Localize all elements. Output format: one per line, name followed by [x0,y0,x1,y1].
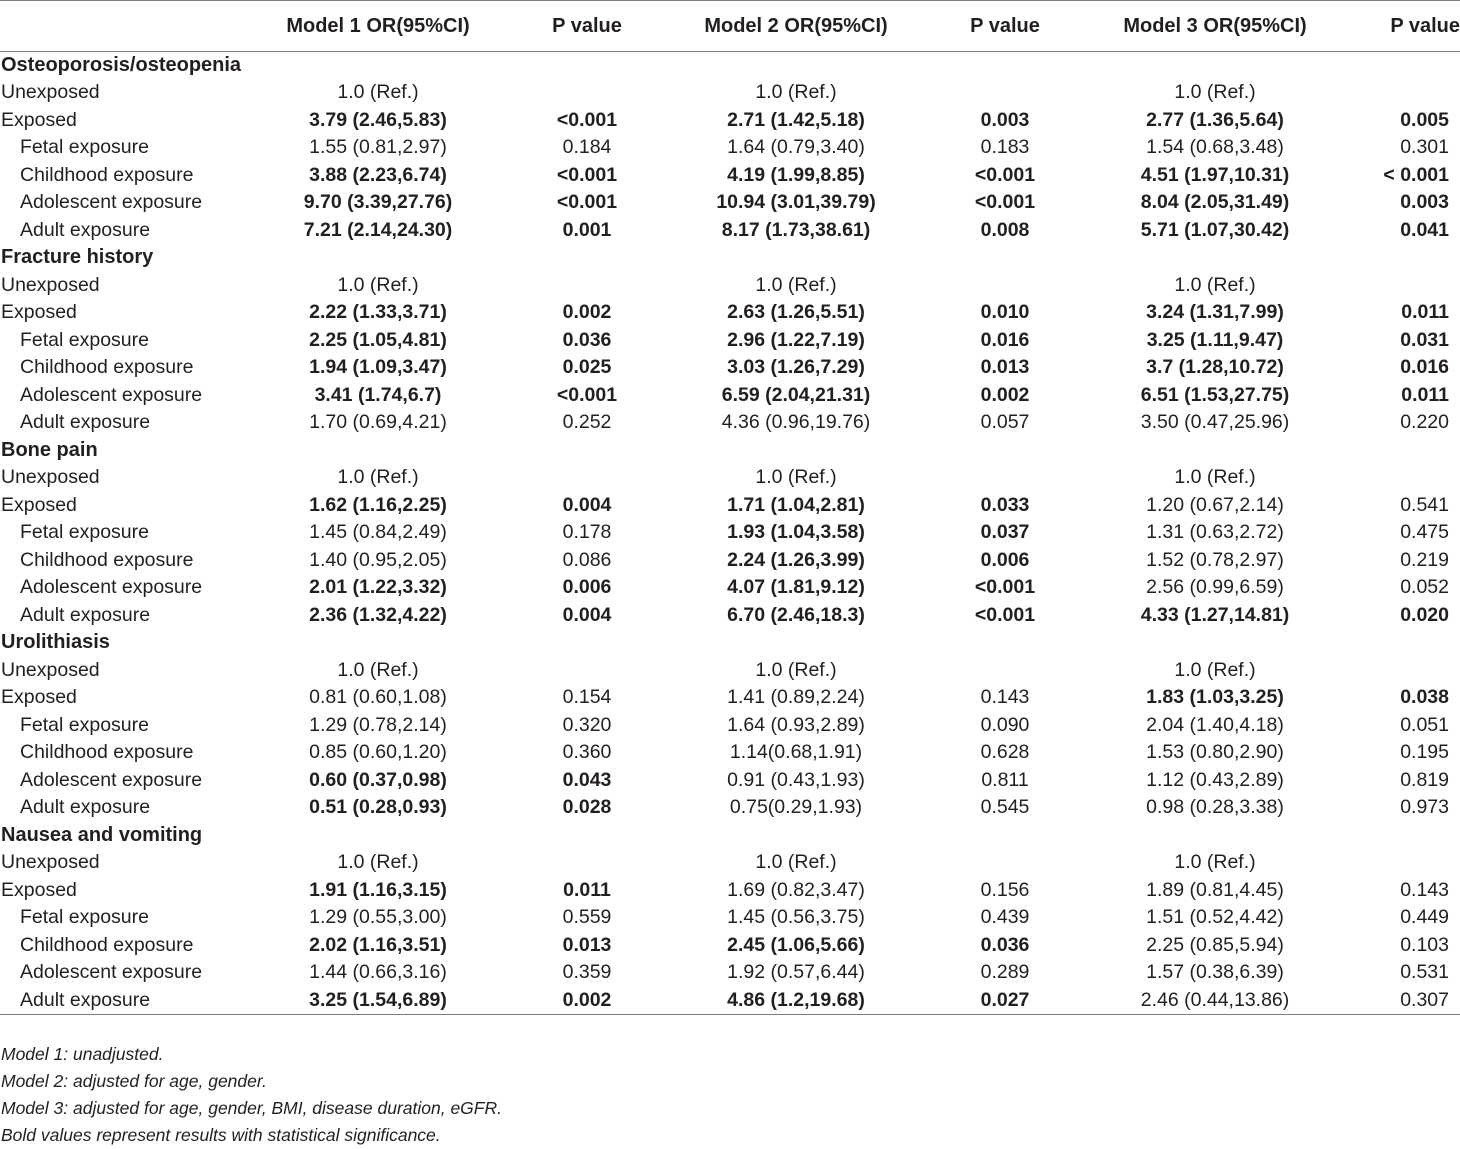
cell-model3-p: 0.819 [1400,768,1449,791]
cell-model3-or: 1.54 (0.68,3.48) [1146,136,1284,159]
cell-model3-p: 0.020 [1400,603,1449,626]
cell-model1-p: 0.002 [562,301,612,324]
cell-model3-p [1326,79,1460,107]
table-row [0,272,1460,300]
cell-model1-p [488,79,686,107]
cell-model1-p: 0.001 [562,218,612,241]
table-row [0,712,1460,740]
cell-model2-or: 1.71 (1.04,2.81) [727,493,865,516]
cell-model1-p: 0.011 [563,878,611,901]
footnote-3: Model 3: adjusted for age, gender, BMI, disease duration, eGFR. [1,1098,502,1118]
cell-model3-p: 0.003 [1400,191,1449,214]
cell-model2-p [906,79,1104,107]
cell-model3-or: 3.25 (1.11,9.47) [1146,328,1284,351]
cell-model2-or: 1.0 (Ref.) [755,851,837,874]
cell-model3-p: 0.973 [1400,796,1449,819]
header-row [0,1,1460,52]
row-label: Fetal exposure [20,521,149,544]
cell-model3-p: 0.103 [1400,933,1449,956]
cell-model1-p: 0.004 [562,493,612,516]
cell-model2-or: 4.36 (0.96,19.76) [721,411,871,434]
cell-model1-or: 2.01 (1.22,3.32) [309,576,447,599]
header-model3-p: P value [1326,1,1460,52]
cell-model2-p: 0.545 [980,796,1030,819]
cell-model1-p: 0.320 [562,713,612,736]
cell-model1-p: 0.178 [562,521,612,544]
cell-model2-p: <0.001 [974,191,1036,214]
table-row [0,107,1460,135]
cell-model1-or: 3.88 (2.23,6.74) [309,163,447,186]
cell-model3-p [1326,849,1460,877]
table-row [0,409,1460,437]
table-row [0,877,1460,905]
row-label: Unexposed [1,81,100,104]
cell-model2-p: 0.027 [906,987,1104,1015]
cell-model2-p: 0.006 [980,548,1030,571]
cell-model3-or: 0.98 (0.28,3.38) [1146,796,1284,819]
cell-model3-or: 1.12 (0.43,2.89) [1146,768,1284,791]
cell-model3-or: 2.46 (0.44,13.86) [1104,987,1326,1015]
section-title: Bone pain [1,438,98,461]
cell-model3-p: 0.301 [1400,136,1449,159]
header-model3-or: Model 3 OR(95%CI) [1104,1,1326,52]
table-row [0,519,1460,547]
row-label: Exposed [1,108,77,131]
cell-model2-p: 0.033 [980,493,1030,516]
table-row [0,217,1460,245]
row-label: Unexposed [1,273,100,296]
cell-model2-p [906,464,1104,492]
cell-model1-or: 2.22 (1.33,3.71) [309,301,447,324]
cell-model2-or: 0.75(0.29,1.93) [729,796,863,819]
table-row [0,602,1460,630]
cell-model1-or: 1.45 (0.84,2.49) [309,521,447,544]
cell-model1-p: 0.036 [562,328,612,351]
cell-model2-p: 0.439 [980,906,1030,929]
cell-model2-p: 0.090 [980,713,1030,736]
row-label: Exposed [1,878,77,901]
footnote-2: Model 2: adjusted for age, gender. [1,1071,267,1091]
cell-model3-p: 0.143 [1400,878,1449,901]
cell-model1-p: 0.154 [562,686,612,709]
cell-model3-p: 0.041 [1400,218,1449,241]
cell-model1-p [488,849,686,877]
cell-model2-p: 0.003 [980,108,1030,131]
cell-model3-or: 1.0 (Ref.) [1174,273,1256,296]
cell-model1-p: 0.559 [562,906,612,929]
cell-model1-p: <0.001 [556,108,618,131]
header-model1-p: P value [488,1,686,52]
cell-model2-p: <0.001 [974,603,1036,626]
cell-model2-or: 1.0 (Ref.) [755,466,837,489]
cell-model3-or: 1.0 (Ref.) [1174,81,1256,104]
cell-model2-or: 1.41 (0.89,2.24) [727,686,865,709]
section-title: Nausea and vomiting [1,823,203,846]
cell-model1-p: <0.001 [556,191,618,214]
cell-model1-or: 0.51 (0.28,0.93) [309,796,447,819]
cell-model1-or: 1.29 (0.55,3.00) [309,906,447,929]
cell-model2-p: 0.057 [980,411,1030,434]
cell-model2-or: 4.86 (1.2,19.68) [686,987,906,1015]
section-title: Osteoporosis/osteopenia [1,54,242,76]
footnote-1: Model 1: unadjusted. [1,1044,164,1064]
cell-model2-or: 1.64 (0.93,2.89) [727,713,865,736]
cell-model1-or: 2.02 (1.16,3.51) [309,933,447,956]
row-label: Adolescent exposure [20,768,203,791]
table-footnotes [1,1041,502,1149]
cell-model3-or: 4.33 (1.27,14.81) [1140,603,1290,626]
table-row [0,574,1460,602]
cell-model1-or: 1.0 (Ref.) [337,81,419,104]
table-row [0,189,1460,217]
cell-model1-p [488,272,686,300]
cell-model1-or: 1.70 (0.69,4.21) [309,411,447,434]
cell-model1-or: 1.91 (1.16,3.15) [309,878,447,901]
row-label: Exposed [1,686,77,709]
header-model2-p: P value [906,1,1104,52]
row-label: Childhood exposure [20,933,194,956]
table-row [0,794,1460,822]
cell-model2-p: 0.010 [980,301,1030,324]
table-row [0,327,1460,355]
cell-model3-or: 1.0 (Ref.) [1174,658,1256,681]
cell-model3-p: 0.531 [1400,961,1449,984]
cell-model2-or: 2.45 (1.06,5.66) [727,933,865,956]
table-header [0,1,1460,52]
cell-model1-p: <0.001 [556,383,618,406]
cell-model3-p: 0.475 [1400,521,1449,544]
cell-model1-p: 0.004 [562,603,612,626]
table-row [0,299,1460,327]
table-row [0,932,1460,960]
table-row [0,134,1460,162]
cell-model3-or: 3.7 (1.28,10.72) [1146,356,1284,379]
cell-model1-p: 0.025 [562,356,612,379]
cell-model2-or: 8.17 (1.73,38.61) [721,218,871,241]
cell-model2-or: 1.14(0.68,1.91) [729,741,863,764]
row-label: Adult exposure [20,603,151,626]
row-label: Adult exposure [0,987,268,1015]
cell-model3-p: 0.016 [1400,356,1449,379]
row-label: Adolescent exposure [20,191,203,214]
cell-model3-p: 0.011 [1401,301,1449,324]
section-title: Fracture history [1,246,154,269]
cell-model3-or: 1.52 (0.78,2.97) [1146,548,1284,571]
cell-model1-or: 3.41 (1.74,6.7) [314,383,442,406]
cell-model3-or: 1.0 (Ref.) [1174,466,1256,489]
cell-model1-or: 1.0 (Ref.) [337,273,419,296]
cell-model1-p: <0.001 [556,163,618,186]
row-label: Unexposed [1,658,100,681]
cell-model1-p: 0.028 [562,796,612,819]
cell-model1-or: 1.44 (0.66,3.16) [309,961,447,984]
row-label: Adult exposure [20,411,151,434]
cell-model3-or: 1.83 (1.03,3.25) [1146,686,1284,709]
row-label: Unexposed [1,466,100,489]
cell-model3-p [1326,464,1460,492]
table-row [0,987,1460,1015]
cell-model3-or: 3.50 (0.47,25.96) [1140,411,1290,434]
cell-model1-or: 1.62 (1.16,2.25) [309,493,447,516]
table-row [0,382,1460,410]
cell-model3-p [1326,272,1460,300]
cell-model1-p: 0.006 [562,576,612,599]
cell-model2-or: 1.69 (0.82,3.47) [727,878,865,901]
cell-model2-or: 6.70 (2.46,18.3) [727,603,865,626]
cell-model2-p: 0.016 [980,328,1030,351]
cell-model2-or: 10.94 (3.01,39.79) [716,191,876,214]
header-model2-or: Model 2 OR(95%CI) [686,1,906,52]
header-blank [0,1,268,52]
cell-model3-or: 1.20 (0.67,2.14) [1146,493,1284,516]
cell-model3-p: 0.011 [1401,383,1449,406]
cell-model2-or: 2.24 (1.26,3.99) [727,548,865,571]
cell-model1-or: 0.85 (0.60,1.20) [309,741,447,764]
row-label: Fetal exposure [20,136,149,159]
cell-model2-or: 4.07 (1.81,9.12) [727,576,865,599]
cell-model2-p: 0.183 [980,136,1030,159]
cell-model1-p: 0.043 [562,768,612,791]
table-row [0,492,1460,520]
cell-model2-p: 0.811 [981,768,1029,791]
cell-model1-p: 0.086 [562,548,612,571]
table-row [0,684,1460,712]
cell-model3-p: 0.219 [1400,548,1449,571]
cell-model2-p: 0.008 [980,218,1030,241]
cell-model3-or: 2.04 (1.40,4.18) [1146,713,1284,736]
row-label: Fetal exposure [20,906,149,929]
cell-model2-or: 2.71 (1.42,5.18) [727,108,865,131]
row-label: Childhood exposure [20,163,194,186]
cell-model3-or: 3.24 (1.31,7.99) [1146,301,1284,324]
cell-model1-p: 0.359 [562,961,612,984]
table-row [0,547,1460,575]
cell-model3-or: 4.51 (1.97,10.31) [1140,163,1290,186]
row-label: Adult exposure [20,218,151,241]
row-label: Childhood exposure [20,548,194,571]
table-row [0,464,1460,492]
table-row [0,162,1460,190]
cell-model2-p: 0.289 [980,961,1030,984]
cell-model1-or: 1.0 (Ref.) [337,466,419,489]
cell-model2-p: 0.036 [980,933,1030,956]
cell-model2-p: <0.001 [974,163,1036,186]
cell-model1-p: 0.013 [562,933,612,956]
cell-model1-or: 1.29 (0.78,2.14) [309,713,447,736]
cell-model2-or: 2.63 (1.26,5.51) [727,301,865,324]
cell-model1-or: 1.40 (0.95,2.05) [309,548,447,571]
table-row [0,767,1460,795]
cell-model3-or: 2.56 (0.99,6.59) [1146,576,1284,599]
cell-model1-or: 9.70 (3.39,27.76) [303,191,453,214]
section-row [0,822,1460,850]
cell-model2-or: 1.0 (Ref.) [755,81,837,104]
section-row [0,437,1460,465]
row-label: Exposed [1,301,77,324]
cell-model1-or: 1.94 (1.09,3.47) [309,356,447,379]
cell-model3-p: 0.051 [1400,713,1449,736]
section-title: Urolithiasis [1,631,110,654]
cell-model3-or: 1.57 (0.38,6.39) [1146,961,1284,984]
cell-model2-p: 0.156 [980,878,1030,901]
cell-model3-or: 1.31 (0.63,2.72) [1146,521,1284,544]
cell-model3-p: 0.307 [1326,987,1460,1015]
header-model1-or: Model 1 OR(95%CI) [268,1,488,52]
cell-model2-or: 1.93 (1.04,3.58) [727,521,865,544]
cell-model2-p: 0.628 [980,741,1030,764]
cell-model3-or: 5.71 (1.07,30.42) [1140,218,1290,241]
row-label: Fetal exposure [20,713,149,736]
cell-model1-or: 0.60 (0.37,0.98) [309,768,447,791]
cell-model2-p: 0.037 [980,521,1030,544]
row-label: Adult exposure [20,796,151,819]
cell-model3-or: 2.77 (1.36,5.64) [1146,108,1284,131]
table-row [0,354,1460,382]
cell-model2-p [906,849,1104,877]
cell-model3-p: 0.220 [1400,411,1449,434]
cell-model2-or: 4.19 (1.99,8.85) [727,163,865,186]
cell-model1-or: 1.55 (0.81,2.97) [309,136,447,159]
table-row [0,959,1460,987]
table-row [0,849,1460,877]
cell-model2-p [906,657,1104,685]
row-label: Adolescent exposure [20,576,203,599]
cell-model1-or: 1.0 (Ref.) [337,851,419,874]
cell-model1-p: 0.360 [562,741,612,764]
row-label: Adolescent exposure [20,961,203,984]
table-row [0,79,1460,107]
cell-model3-p: 0.031 [1400,328,1449,351]
cell-model1-p [488,464,686,492]
cell-model3-or: 2.25 (0.85,5.94) [1146,933,1284,956]
cell-model3-or: 1.89 (0.81,4.45) [1146,878,1284,901]
table-row [0,904,1460,932]
cell-model1-p: 0.184 [562,136,612,159]
cell-model2-or: 1.0 (Ref.) [755,658,837,681]
section-row [0,629,1460,657]
cell-model2-or: 1.92 (0.57,6.44) [727,961,865,984]
cell-model1-or: 2.36 (1.32,4.22) [309,603,447,626]
section-row [0,244,1460,272]
row-label: Childhood exposure [20,356,194,379]
cell-model2-or: 6.59 (2.04,21.31) [721,383,871,406]
cell-model1-or: 7.21 (2.14,24.30) [303,218,453,241]
cell-model2-or: 1.45 (0.56,3.75) [727,906,865,929]
cell-model1-p [488,657,686,685]
cell-model3-or: 1.0 (Ref.) [1174,851,1256,874]
cell-model3-p: 0.052 [1400,576,1449,599]
cell-model2-or: 1.0 (Ref.) [755,273,837,296]
cell-model2-p: <0.001 [974,576,1036,599]
cell-model1-or: 3.25 (1.54,6.89) [268,987,488,1015]
cell-model3-p: 0.195 [1400,741,1449,764]
row-label: Childhood exposure [20,741,194,764]
cell-model2-p: 0.002 [980,383,1030,406]
footnote-4: Bold values represent results with statistical significance. [1,1125,441,1145]
section-row [0,52,1460,80]
cell-model2-p: 0.143 [980,686,1030,709]
cell-model3-p: 0.541 [1400,493,1449,516]
cell-model2-or: 2.96 (1.22,7.19) [727,328,865,351]
table-row [0,739,1460,767]
cell-model1-or: 1.0 (Ref.) [337,658,419,681]
cell-model1-p: 0.002 [488,987,686,1015]
cell-model3-p: < 0.001 [1383,163,1449,186]
row-label: Fetal exposure [20,328,149,351]
cell-model3-or: 8.04 (2.05,31.49) [1140,191,1290,214]
row-label: Adolescent exposure [20,383,203,406]
cell-model2-or: 3.03 (1.26,7.29) [727,356,865,379]
cell-model3-or: 6.51 (1.53,27.75) [1140,383,1290,406]
cell-model2-p [906,272,1104,300]
cell-model3-or: 1.53 (0.80,2.90) [1146,741,1284,764]
cell-model3-p: 0.038 [1400,686,1449,709]
cell-model1-or: 2.25 (1.05,4.81) [309,328,447,351]
cell-model2-p: 0.013 [980,356,1030,379]
cell-model2-or: 0.91 (0.43,1.93) [727,768,865,791]
cell-model3-p [1326,657,1460,685]
table-row [0,657,1460,685]
row-label: Unexposed [1,851,100,874]
cell-model1-or: 3.79 (2.46,5.83) [309,108,447,131]
table-body [0,52,1460,1015]
row-label: Exposed [1,493,77,516]
cell-model2-or: 1.64 (0.79,3.40) [727,136,865,159]
cell-model3-or: 1.51 (0.52,4.42) [1146,906,1284,929]
cell-model1-or: 0.81 (0.60,1.08) [309,686,447,709]
cell-model1-p: 0.252 [562,411,612,434]
cell-model3-p: 0.449 [1400,906,1449,929]
cell-model3-p: 0.005 [1400,108,1449,131]
